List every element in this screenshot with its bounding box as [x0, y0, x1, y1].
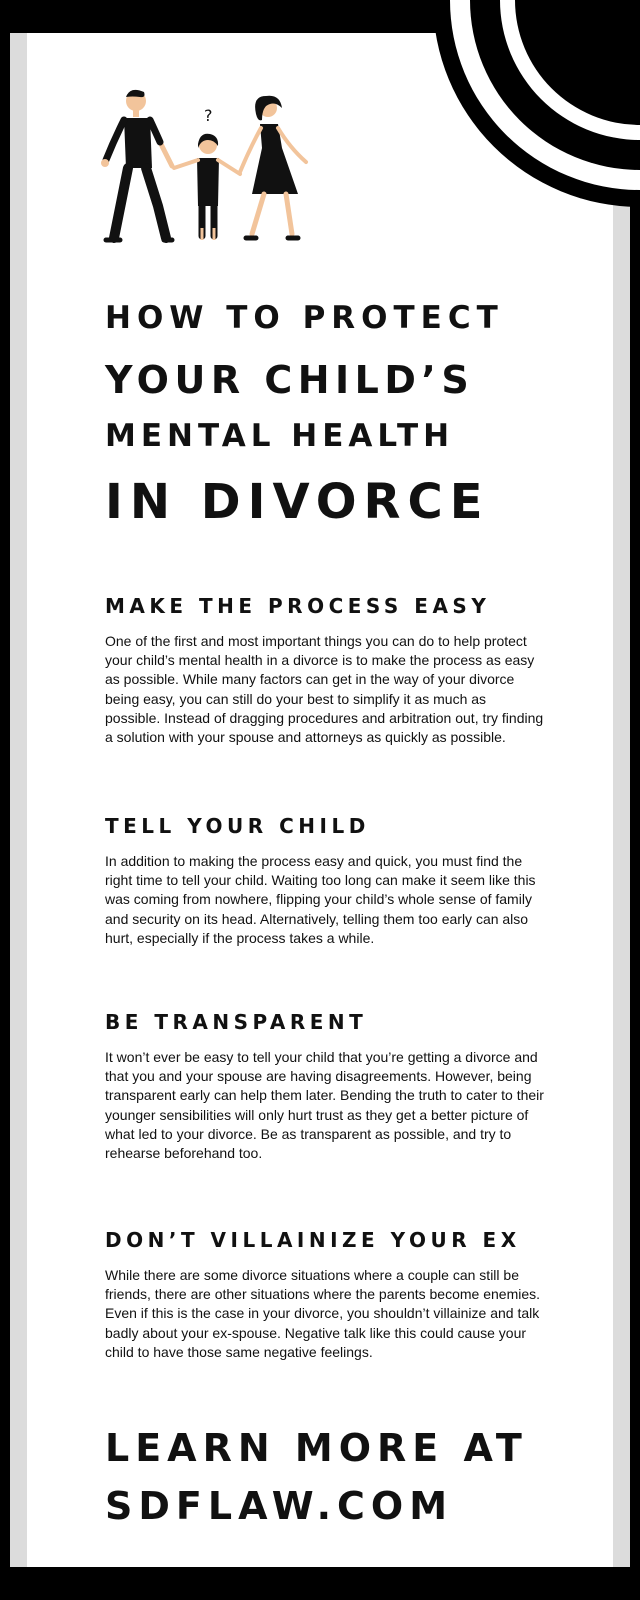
section-transparent: [105, 1010, 545, 1163]
footer-line-1: LEARN MORE AT: [105, 1426, 528, 1470]
father-figure: [101, 90, 172, 240]
section-heading: DON’T VILLAINIZE YOUR EX: [105, 1228, 521, 1252]
footer-website-link[interactable]: SDFLAW.COM: [105, 1484, 454, 1528]
section-heading: BE TRANSPARENT: [105, 1010, 368, 1034]
title-line-4: IN DIVORCE: [105, 474, 490, 530]
title-line-3: MENTAL HEALTH: [105, 418, 455, 454]
section-process-easy: [105, 594, 545, 747]
title-line-2: YOUR CHILD’S: [105, 358, 475, 402]
section-body: One of the first and most important things you can do to help protect your child’s mental health in a divorce is to make the process as easy as possible. While many factors can get in the way of your divorce being easy, you can still do your best to simplify it as much as possible. Instead of dragging procedures and arbitration out, try finding a solution with your spouse and attorneys as quickly as possible.: [105, 633, 544, 746]
section-body: In addition to making the process easy and quick, you must find the right time to tell your child. Waiting too long can make it seem like this was coming from nowhere, flipping your child’s whole sense of family and security on its head. Alternatively, telling them too early can also hurt, especially if the process takes a while.: [105, 853, 536, 946]
footer-cta: [105, 1426, 545, 1542]
title-line-1: HOW TO PROTECT: [105, 300, 504, 336]
section-body: While there are some divorce situations where a couple can still be friends, there are other situations where the parents become enemies. Even if this is the case in your divorce, you shouldn’t villainize and talk badly about your ex-spouse. Negative talk like this could cause your child to have those same negative feelings.: [105, 1267, 541, 1360]
section-heading: TELL YOUR CHILD: [105, 814, 370, 838]
page-title: [105, 300, 545, 534]
section-villainize: [105, 1228, 545, 1362]
family-illustration: [100, 88, 320, 258]
question-mark: ?: [204, 106, 213, 125]
section-tell-child: [105, 814, 545, 948]
child-figure: [174, 106, 240, 240]
section-body: It won’t ever be easy to tell your child that you’re getting a divorce and that you and your spouse are having disagreements. However, being transparent early can help them later. Bending the truth to cater to their younger sensibilities will only hurt trust as they get a better picture of what led to your divorce. Be as transparent as possible, and try to rehearse beforehand too.: [105, 1049, 544, 1162]
mother-figure: [240, 96, 306, 238]
corner-arc-decoration: [0, 0, 640, 210]
section-heading: MAKE THE PROCESS EASY: [105, 594, 491, 618]
